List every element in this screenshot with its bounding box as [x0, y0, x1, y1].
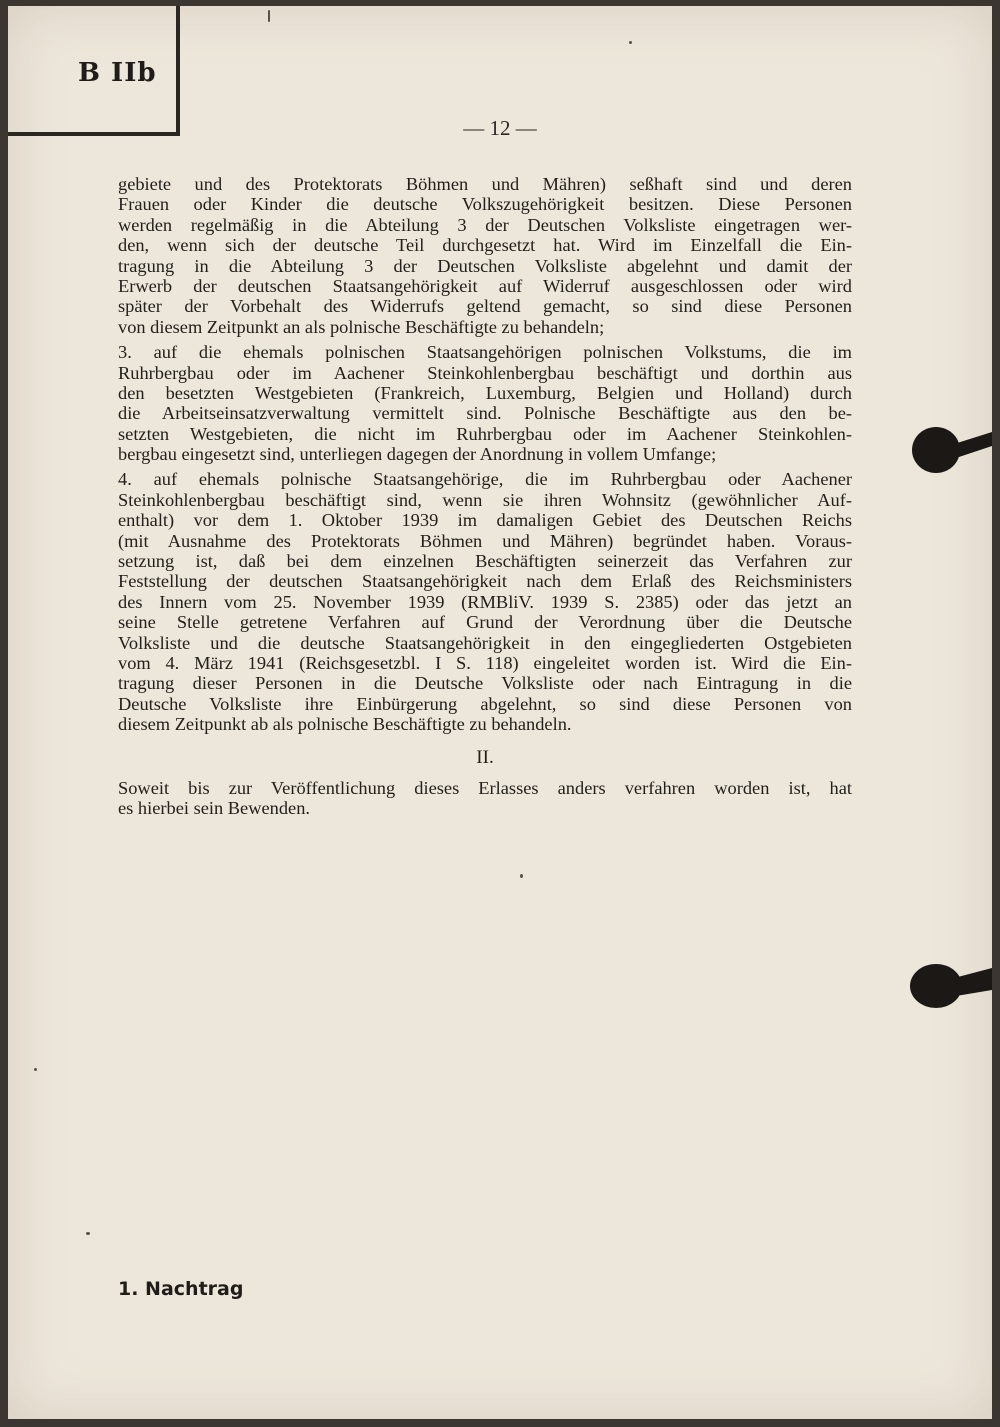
text-line: Soweit bis zur Veröffentlichung dieses Erlasses anders verfahren worden ist, hat	[118, 777, 852, 798]
page-number: — 12 —	[463, 116, 537, 140]
text-line: tragung dieser Personen in die Deutsche Volksliste oder nach Eintragung in die	[118, 673, 852, 694]
document-body	[118, 174, 852, 819]
paragraph-final	[118, 778, 852, 819]
text-line: seine Stelle getretene Verfahren auf Grund der Verordnung über die Deutsche	[118, 612, 852, 633]
text-line: Steinkohlenbergbau beschäftigt sind, wenn sie ihren Wohnsitz (gewöhnlicher Auf-	[118, 489, 852, 510]
text-line: enthalt) vor dem 1. Oktober 1939 im damaligen Gebiet des Deutschen Reichs	[118, 510, 852, 531]
document-page	[8, 6, 992, 1419]
text-line: setzten Westgebieten, die nicht im Ruhrbergbau oder im Aachener Steinkohlen-	[118, 423, 852, 444]
paper-speck	[268, 10, 270, 22]
text-line: Ruhrbergbau oder im Aachener Steinkohlenbergbau beschäftigt und dorthin aus	[118, 362, 852, 383]
paragraph-item-3	[118, 342, 852, 464]
text-line: (mit Ausnahme des Protektorats Böhmen und Mähren) begründet haben. Voraus-	[118, 530, 852, 551]
text-line: setzung ist, daß bei dem einzelnen Beschäftigten seinerzeit das Verfahren zur	[118, 551, 852, 572]
paper-speck	[629, 41, 632, 44]
paragraph-continuation	[118, 174, 852, 337]
paper-speck	[520, 874, 523, 878]
text-line: werden regelmäßig in die Abteilung 3 der Deutschen Volksliste eingetragen wer-	[118, 214, 852, 235]
paragraph-item-4	[118, 469, 852, 734]
text-line: Volksliste und die deutsche Staatsangehörigkeit in den eingegliederten Ostgebieten	[118, 632, 852, 653]
punch-hole-upper	[906, 420, 992, 480]
text-line: Feststellung der deutschen Staatsangehörigkeit nach dem Erlaß des Reichsministers	[118, 571, 852, 592]
text-line: des Innern vom 25. November 1939 (RMBliV. 1939 S. 2385) oder das jetzt an	[118, 591, 852, 612]
text-line: von diesem Zeitpunkt an als polnische Beschäftigte zu behandeln;	[118, 316, 605, 337]
paper-speck	[34, 1068, 37, 1071]
text-line: vom 4. März 1941 (Reichsgesetzbl. I S. 118) eingeleitet worden ist. Wird die Ein-	[118, 652, 852, 673]
text-line: tragung in die Abteilung 3 der Deutschen Volksliste abgelehnt und damit der	[118, 255, 852, 276]
text-line: Deutsche Volksliste ihre Einbürgerung abgelehnt, so sind diese Personen von	[118, 693, 852, 714]
text-line: bergbau eingesetzt sind, unterliegen dagegen der Anordnung in vollem Umfange;	[118, 444, 717, 465]
text-line: gebiete und des Protektorats Böhmen und Mähren) seßhaft sind und deren	[118, 174, 852, 194]
text-line: 3. auf die ehemals polnischen Staatsangehörigen polnischen Volkstums, die im	[118, 342, 852, 363]
text-line: den besetzten Westgebieten (Frankreich, Luxemburg, Belgien und Holland) durch	[118, 382, 852, 403]
text-line: den, wenn sich der deutsche Teil durchgesetzt hat. Wird im Einzelfall die Ein-	[118, 235, 852, 256]
text-line: Frauen oder Kinder die deutsche Volkszugehörigkeit besitzen. Diese Personen	[118, 194, 852, 215]
section-heading-roman: II.	[476, 746, 494, 768]
paper-speck	[86, 1232, 90, 1235]
text-line: es hierbei sein Bewenden.	[118, 798, 311, 819]
supplement-label: 1. Nachtrag	[118, 1278, 244, 1300]
text-line: Erwerb der deutschen Staatsangehörigkeit auf Widerruf ausgeschlossen oder wird	[118, 275, 852, 296]
text-line: diesem Zeitpunkt ab als polnische Beschäftigte zu behandeln.	[118, 714, 572, 735]
text-line: die Arbeitseinsatzverwaltung vermittelt sind. Polnische Beschäftigte aus den be-	[118, 403, 852, 424]
punch-hole-lower	[902, 954, 992, 1016]
text-line: 4. auf ehemals polnische Staatsangehörige, die im Ruhrbergbau oder Aachener	[118, 469, 852, 490]
section-code: B IIb	[78, 58, 157, 88]
text-line: später der Vorbehalt des Widerrufs geltend gemacht, so sind diese Personen	[118, 296, 852, 317]
